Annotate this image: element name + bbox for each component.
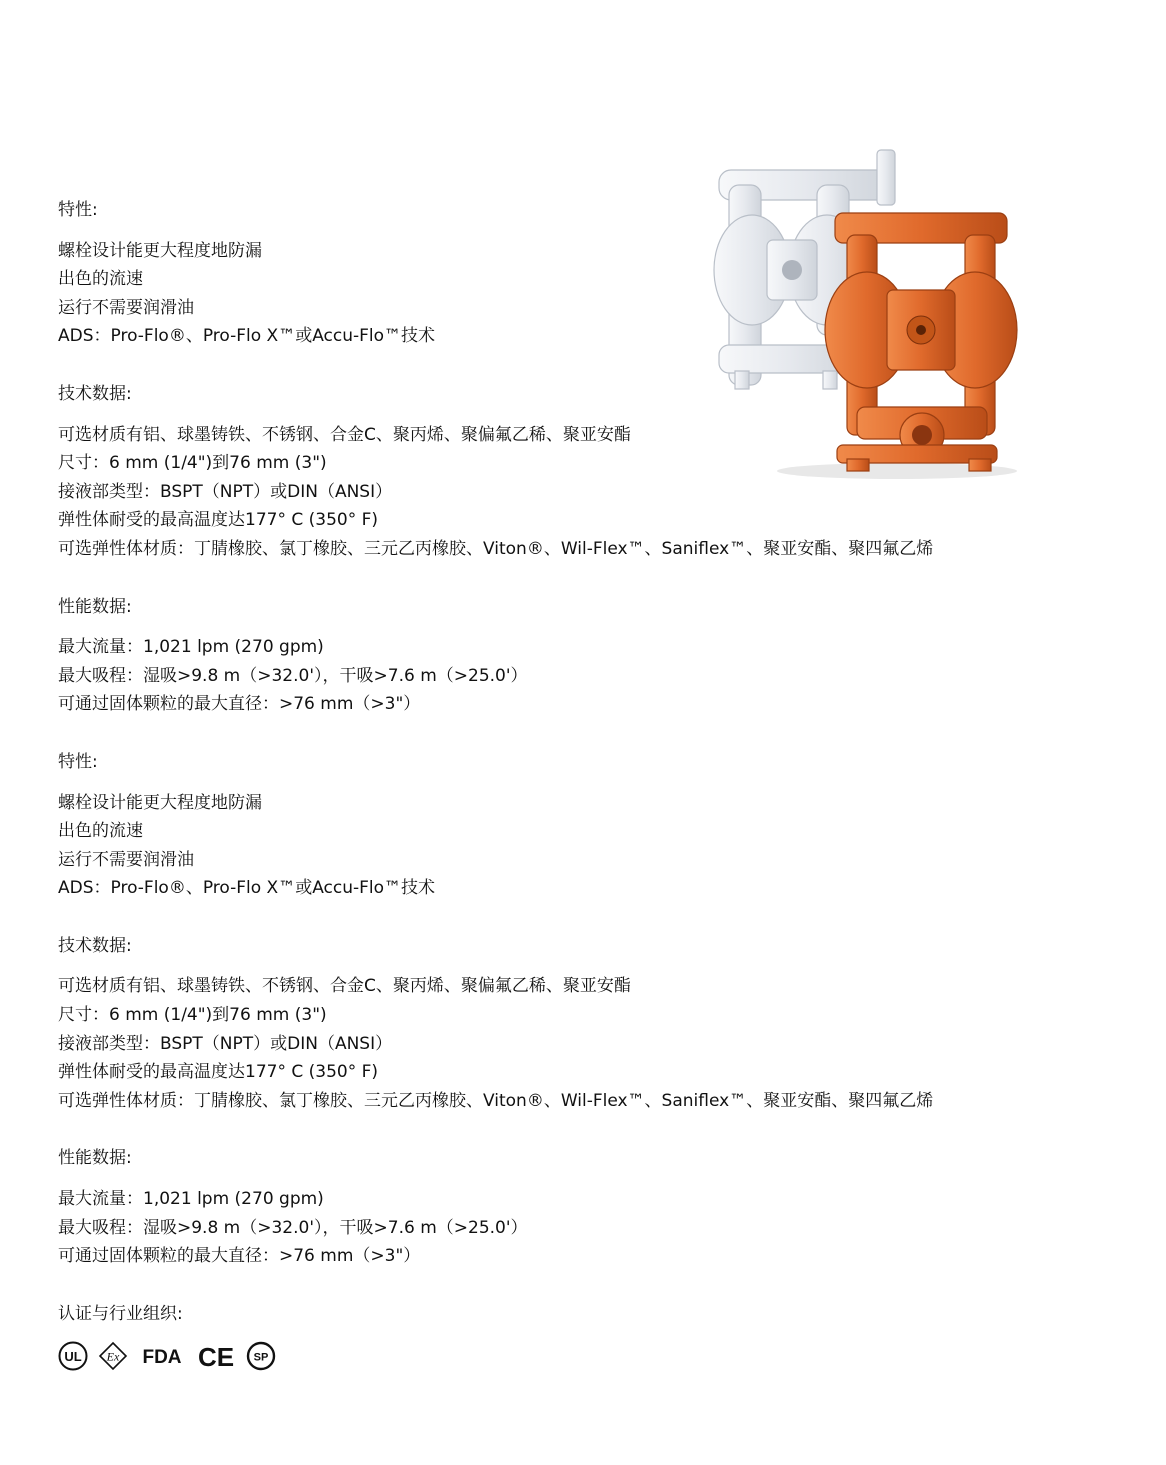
list-item: ADS：Pro-Flo®、Pro-Flo X™或Accu-Flo™技术 (58, 326, 436, 347)
performance-heading: 性能数据: (58, 596, 132, 617)
list-item: 可选材质有铝、球墨铸铁、不锈钢、合金C、聚丙烯、聚偏氟乙稀、聚亚安酯 (58, 976, 631, 997)
list-item: 弹性体耐受的最高温度达177° C (350° F) (58, 510, 379, 531)
features-heading: 特性: (58, 751, 98, 772)
ce-logo-icon (196, 1341, 236, 1371)
features-list (58, 789, 1118, 903)
certification-logos (58, 1340, 1118, 1372)
svg-text:UL: UL (64, 1349, 82, 1365)
list-item: 螺栓设计能更大程度地防漏 (58, 240, 262, 261)
list-item: 最大吸程：湿吸>9.8 m（>32.0'），干吸>7.6 m（>25.0'） (58, 665, 528, 686)
list-item: ADS：Pro-Flo®、Pro-Flo X™或Accu-Flo™技术 (58, 878, 436, 899)
features-heading: 特性: (58, 200, 98, 220)
certifications-heading: 认证与行业组织: (58, 1303, 183, 1324)
spec-block (58, 196, 1118, 719)
list-item: 接液部类型：BSPT（NPT）或DIN（ANSI） (58, 481, 393, 502)
list-item: 出色的流速 (58, 269, 143, 290)
list-item: 最大流量：1,021 lpm (270 gpm) (58, 1189, 324, 1210)
performance-heading: 性能数据: (58, 1148, 132, 1169)
ul-logo-icon (58, 1341, 88, 1371)
svg-text:SP: SP (253, 1351, 269, 1364)
list-item: 尺寸：6 mm (1/4")到76 mm (3") (58, 453, 327, 474)
svg-text:CE: CE (197, 1342, 235, 1372)
list-item: 最大吸程：湿吸>9.8 m（>32.0'），干吸>7.6 m（>25.0'） (58, 1217, 528, 1238)
fda-logo-icon (138, 1341, 186, 1371)
technical-list (58, 972, 1118, 1115)
technical-heading: 技术数据: (58, 383, 132, 404)
list-item: 运行不需要润滑油 (58, 297, 194, 318)
svg-text:Ex: Ex (106, 1349, 120, 1364)
list-item: 最大流量：1,021 lpm (270 gpm) (58, 637, 324, 658)
list-item: 弹性体耐受的最高温度达177° C (350° F) (58, 1062, 379, 1083)
spec-content (58, 196, 1118, 1372)
list-item: 尺寸：6 mm (1/4")到76 mm (3") (58, 1005, 327, 1026)
csa-logo-icon (246, 1341, 276, 1371)
technical-heading: 技术数据: (58, 935, 132, 956)
list-item: 出色的流速 (58, 821, 143, 842)
list-item: 可选弹性体材质：丁腈橡胶、氯丁橡胶、三元乙丙橡胶、Viton®、Wil-Flex™、Saniflex™、聚亚安酯、聚四氟乙烯 (58, 538, 934, 559)
list-item: 可选弹性体材质：丁腈橡胶、氯丁橡胶、三元乙丙橡胶、Viton®、Wil-Flex™、Saniflex™、聚亚安酯、聚四氟乙烯 (58, 1090, 934, 1111)
list-item: 可通过固体颗粒的最大直径：>76 mm（>3"） (58, 694, 421, 715)
list-item: 运行不需要润滑油 (58, 849, 194, 870)
technical-list (58, 421, 1118, 564)
spec-block (58, 748, 1118, 1271)
performance-list (58, 633, 1118, 719)
list-item: 接液部类型：BSPT（NPT）或DIN（ANSI） (58, 1033, 393, 1054)
svg-text:FDA: FDA (142, 1347, 182, 1369)
list-item: 可通过固体颗粒的最大直径：>76 mm（>3"） (58, 1246, 421, 1267)
features-list (58, 237, 1118, 351)
performance-list (58, 1185, 1118, 1271)
list-item: 可选材质有铝、球墨铸铁、不锈钢、合金C、聚丙烯、聚偏氟乙稀、聚亚安酯 (58, 424, 631, 445)
list-item: 螺栓设计能更大程度地防漏 (58, 792, 262, 813)
atex-ex-logo-icon (98, 1341, 128, 1371)
